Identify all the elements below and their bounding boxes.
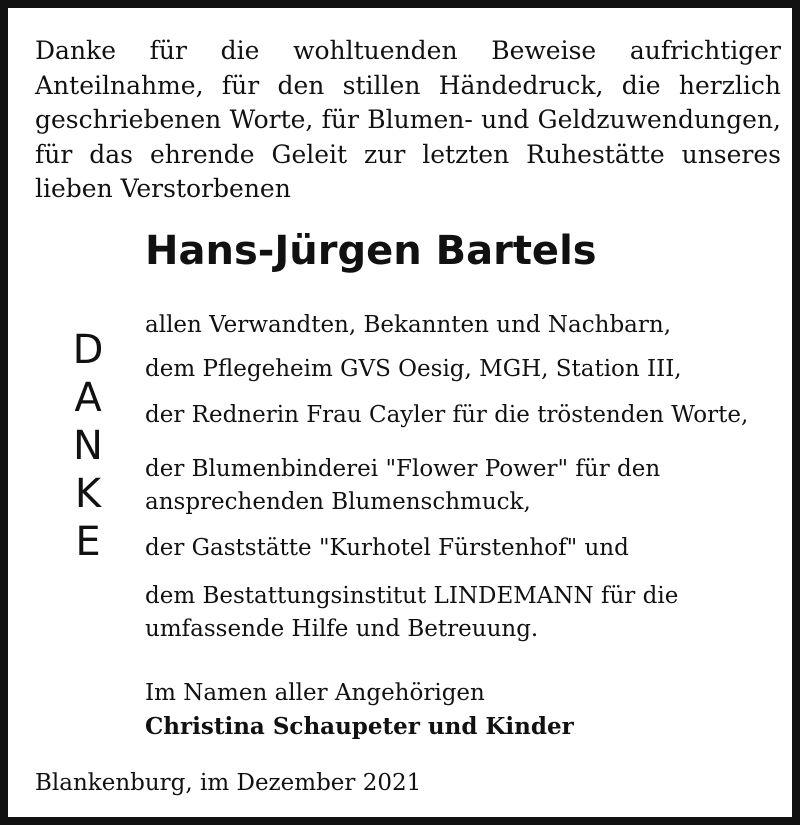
signature-block <box>145 676 574 744</box>
thanks-line: der Blumenbinderei "Flower Power" für den <box>145 456 661 482</box>
signature-intro: Im Namen aller Angehörigen <box>145 680 485 706</box>
thanks-line: der Rednerin Frau Cayler für die tröstenden Worte, <box>145 402 749 428</box>
danke-vertical-word <box>58 326 118 566</box>
thanks-item-funeral-home <box>145 580 678 646</box>
thanks-line: dem Pflegeheim GVS Oesig, MGH, Station III, <box>145 356 682 382</box>
thanks-line: dem Bestattungsinstitut LINDEMANN für die <box>145 583 679 609</box>
thanks-item-restaurant <box>145 532 629 565</box>
deceased-name: Hans-Jürgen Bartels <box>145 228 597 274</box>
danke-letter: E <box>75 519 101 565</box>
danke-letter: D <box>72 327 104 373</box>
intro-paragraph: Danke für die wohltuenden Beweise aufrichtiger Anteilnahme, für den stillen Händedruck, die herzlich geschriebenen Worte, für Blumen- und Geldzuwendungen, für das ehrende Geleit zur letzten Ruhestätte unseres lieben Verstorbenen <box>35 36 781 203</box>
danke-letter: A <box>74 375 102 421</box>
thanks-line: umfassende Hilfe und Betreuung. <box>145 616 539 642</box>
danke-letter: K <box>74 471 102 517</box>
thanks-item-relatives <box>145 309 671 342</box>
signature-names: Christina Schaupeter und Kinder <box>145 713 574 740</box>
thanks-item-care-home <box>145 353 682 386</box>
thanks-line: allen Verwandten, Bekannten und Nachbarn, <box>145 312 672 338</box>
place-and-date: Blankenburg, im Dezember 2021 <box>35 770 422 796</box>
thanks-item-speaker <box>145 399 748 432</box>
thanks-item-florist <box>145 453 660 519</box>
thanks-line: der Gaststätte "Kurhotel Fürstenhof" und <box>145 535 629 561</box>
thanks-line: ansprechenden Blumenschmuck, <box>145 489 531 515</box>
danke-letter: N <box>73 423 103 469</box>
